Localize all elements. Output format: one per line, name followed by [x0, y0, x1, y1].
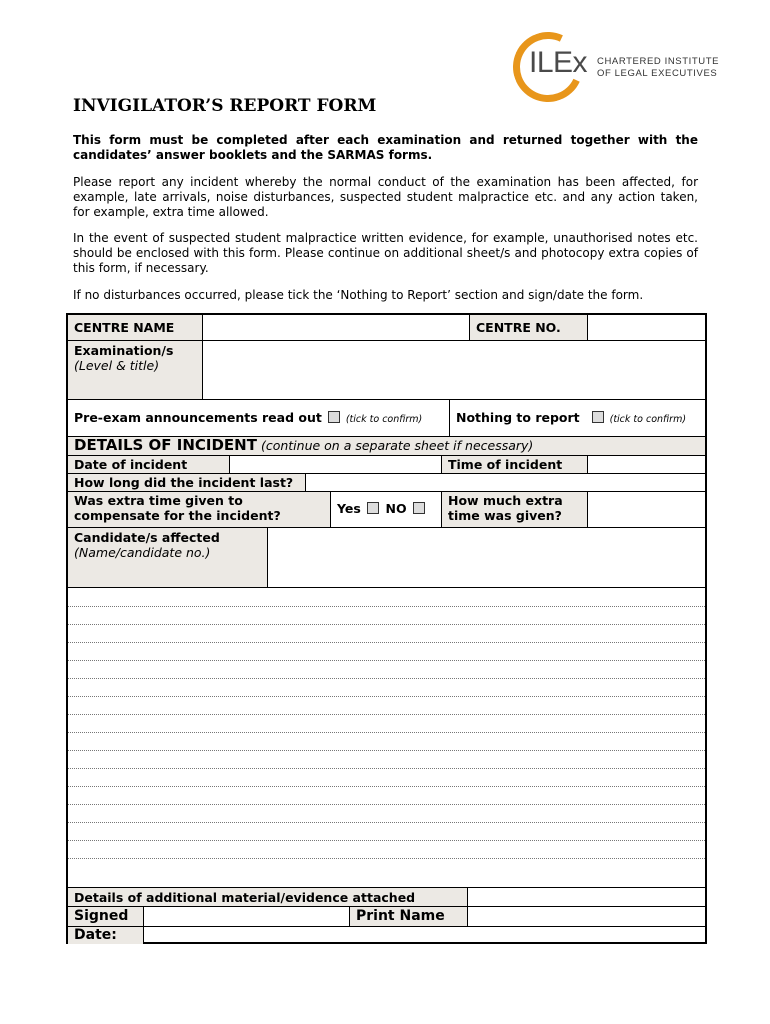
nothing-tick-hint: (tick to confirm)	[609, 414, 687, 425]
paragraph-1: Please report any incident whereby the normal conduct of the examination has been affected, for example, late arrivals, noise disturbances, suspected student malpractice etc. and any action taken, for example, extra time allowed.	[73, 175, 698, 219]
logo-line-1: CHARTERED INSTITUTE	[597, 56, 720, 67]
logo-name	[597, 56, 719, 80]
examination-field[interactable]	[203, 340, 705, 399]
signed-label: Signed	[68, 906, 144, 926]
time-incident-field[interactable]	[588, 455, 705, 473]
nothing-checkbox[interactable]	[592, 411, 604, 423]
notes-line	[68, 678, 705, 679]
examination-label-cell	[68, 340, 203, 399]
notes-line	[68, 804, 705, 805]
how-much-label: How much extra time was given?	[442, 491, 588, 527]
pre-exam-checkbox[interactable]	[328, 411, 340, 423]
page-title: INVIGILATOR’S REPORT FORM	[73, 96, 377, 116]
time-incident-label: Time of incident	[442, 455, 588, 473]
logo-line-2: OF LEGAL EXECUTIVES	[597, 68, 718, 79]
details-header	[68, 436, 705, 455]
date-incident-field[interactable]	[230, 455, 442, 473]
centre-no-field[interactable]	[588, 315, 705, 340]
notes-line	[68, 822, 705, 823]
details-hint: (continue on a separate sheet if necessary)	[260, 438, 534, 453]
examination-hint: (Level & title)	[74, 358, 160, 373]
extra-time-question: Was extra time given to compensate for the incident?	[68, 491, 331, 527]
how-long-label: How long did the incident last?	[68, 473, 306, 491]
pre-exam-cell	[68, 399, 450, 436]
notes-line	[68, 840, 705, 841]
examination-label: Examination/s	[74, 343, 174, 358]
pre-exam-label: Pre-exam announcements read out	[74, 410, 322, 425]
logo-mark: ILEx	[529, 46, 588, 79]
notes-line	[68, 714, 705, 715]
yes-checkbox[interactable]	[367, 502, 379, 514]
print-name-field[interactable]	[468, 906, 705, 926]
notes-line	[68, 858, 705, 859]
notes-line	[68, 750, 705, 751]
candidates-field[interactable]	[268, 527, 705, 587]
how-much-field[interactable]	[588, 491, 705, 527]
print-name-label: Print Name	[350, 906, 468, 926]
notes-line	[68, 768, 705, 769]
yes-no-cell	[331, 491, 442, 527]
details-title: DETAILS OF INCIDENT	[74, 436, 257, 454]
notes-line	[68, 624, 705, 625]
candidates-label-cell	[68, 527, 268, 587]
candidates-label: Candidate/s affected	[74, 530, 220, 545]
nothing-label: Nothing to report	[456, 410, 580, 425]
how-long-field[interactable]	[306, 473, 705, 491]
notes-line	[68, 732, 705, 733]
notes-line	[68, 606, 705, 607]
yes-label: Yes	[337, 501, 361, 516]
nothing-cell	[450, 399, 705, 436]
date-incident-label: Date of incident	[68, 455, 230, 473]
ilex-logo	[513, 32, 720, 102]
centre-name-label: CENTRE NAME	[68, 315, 203, 340]
notes-line	[68, 642, 705, 643]
intro-text: This form must be completed after each examination and returned together with the candidates’ answer booklets and the SARMAS forms.	[73, 133, 698, 162]
paragraph-2: In the event of suspected student malpractice written evidence, for example, unauthorised notes etc. should be enclosed with this form. Please continue on additional sheet/s and photocopy extra copies of this form, if necessary.	[73, 231, 698, 275]
date-label: Date:	[68, 926, 144, 944]
report-form	[66, 313, 707, 944]
candidates-hint: (Name/candidate no.)	[74, 545, 211, 560]
no-checkbox[interactable]	[413, 502, 425, 514]
paragraph-3: If no disturbances occurred, please tick the ‘Nothing to Report’ section and sign/date the form.	[73, 288, 644, 302]
centre-name-field[interactable]	[203, 315, 470, 340]
pre-exam-tick-hint: (tick to confirm)	[345, 414, 423, 425]
centre-no-label: CENTRE NO.	[470, 315, 588, 340]
date-field[interactable]	[144, 926, 705, 944]
notes-line	[68, 786, 705, 787]
incident-notes-area[interactable]	[68, 587, 705, 887]
signed-field[interactable]	[144, 906, 350, 926]
no-label: NO	[385, 501, 407, 516]
notes-line	[68, 696, 705, 697]
additional-field[interactable]	[468, 887, 705, 906]
additional-label: Details of additional material/evidence attached	[68, 887, 468, 906]
notes-line	[68, 660, 705, 661]
